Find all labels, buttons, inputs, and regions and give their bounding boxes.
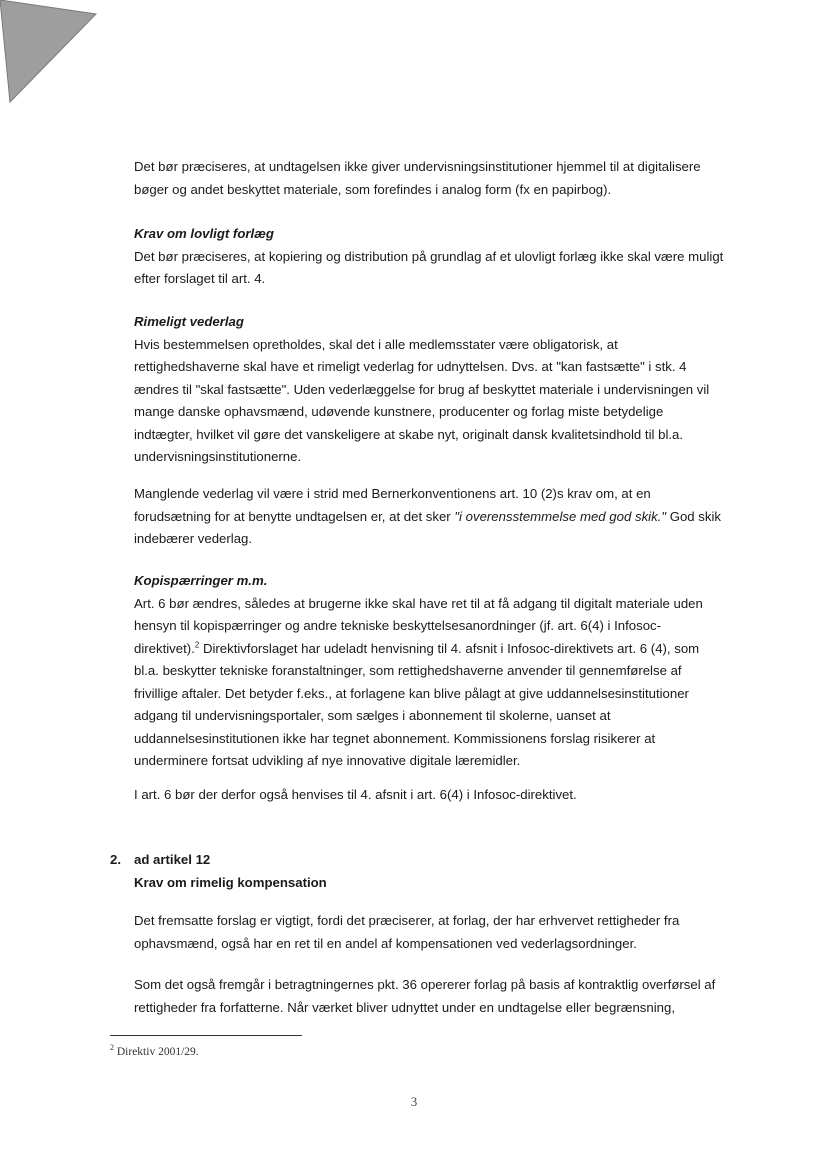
footnote-reference[interactable]: 2 [194,640,200,650]
section-2-title: ad artikel 12 [134,852,211,867]
bern-text-a: Manglende vederlag vil være i strid med Bernerkonventionens art. 10 (2)s krav om, at en forudsætning for at benytte undtagelsen er, at det sker [134,486,651,524]
footnote-divider [110,1035,302,1036]
heading-kopisperringer: Kopispærringer m.m. [134,573,268,588]
section-lovligt-forlaeg [134,223,724,291]
body-kopisperringer [134,593,724,773]
kopi-text-b: Direktivforslaget har udeladt henvisning til 4. afsnit i Infosoc-direktivets art. 6 (4), som bl.a. beskytter tekniske foranstaltninger, som rettighedshaverne anvender til gennemførelse af frivillige aftaler. Det betyder f.eks., at forlagene kan blive pålagt at give uddannelsesinstitutioner adgang til undervisningsportaler, som sælges i abonnement til skolerne, uanset at uddannelsesinstitutionen ikke har tegnet abonnement. Kommissionens forslag risikerer at underminere fortsat udvikling af nye innovative digitale læremidler. [134,640,700,768]
section-number: 2. [110,852,121,867]
kopi-text-a: Art. 6 bør ændres, således at brugerne ikke skal have ret til at få adgang til digitalt materiale uden hensyn til kopispærringer og andre tekniske beskyttelsesanordninger (jf. art. 6(4) i Infosoc-direktivet). [134,595,703,656]
intro-paragraph [134,156,724,201]
scan-corner-fold [0,0,110,110]
body-rimeligt-vederlag: Hvis bestemmelsen opretholdes, skal det i alle medlemsstater være obligatorisk, at rettighedshaverne skal have et rimeligt vederlag for udnyttelsen. Dvs. at "kan fastsætte" i stk. 4 ændres til "skal fastsætte". Uden vederlæggelse for brug af beskyttet materiale i undervisningen vil mange danske ophavsmænd, udøvende kunstnere, producenter og forlag miste betydelige indtægter, hvilket vil gøre det vanskeligere at skabe nyt, originalt dansk kvalitetsindhold til bl.a. undervisningsinstitutionerne. [134,336,710,464]
footnote-marker: 2 [110,1043,114,1053]
body-infosoc: I art. 6 bør der derfor også henvises til 4. afsnit i art. 6(4) i Infosoc-direktivet. [134,787,577,802]
heading-lovligt-forlaeg: Krav om lovligt forlæg [134,226,274,241]
footnote [110,1043,199,1058]
page-number: 3 [410,1094,418,1109]
paragraph-bernerkonvention [134,483,724,551]
section-2-paragraph-1 [134,910,724,955]
intro-text: Det bør præciseres, at undtagelsen ikke giver undervisningsinstitutioner hjemmel til at digitalisere bøger og andet beskyttet materiale, som forefindes i analog form (fx en papirbog). [134,159,701,197]
paragraph-infosoc [134,784,724,807]
heading-rimeligt-vederlag: Rimeligt vederlag [134,314,244,329]
body-bernerkonvention [134,483,724,551]
section-rimeligt-vederlag [134,311,724,469]
section-2-subtitle: Krav om rimelig kompensation [134,874,327,890]
section-2-paragraph-2 [134,974,724,1019]
section-2-header [134,849,724,894]
bern-text-b: God skik indebærer vederlag. [134,508,721,546]
footnote-text: Direktiv 2001/29. [114,1046,199,1058]
body-lovligt-forlaeg: Det bør præciseres, at kopiering og distribution på grundlag af et ulovligt forlæg ikke skal være muligt efter forslaget til art. 4. [134,248,724,286]
section-kopisperringer [134,570,724,773]
section-2-text-1: Det fremsatte forslag er vigtigt, fordi det præciserer, at forlag, der har erhvervet rettigheder fra ophavsmænd, også har en ret til en andel af kompensationen ved vederlagsordninger. [134,913,680,951]
section-2-text-2: Som det også fremgår i betragtningernes pkt. 36 opererer forlag på basis af kontraktlig overførsel af rettigheder fra forfatterne. Når værket bliver udnyttet under en undtagelse eller begrænsning, [134,977,716,1015]
bern-quote: "i overensstemmelse med god skik." [454,508,667,524]
